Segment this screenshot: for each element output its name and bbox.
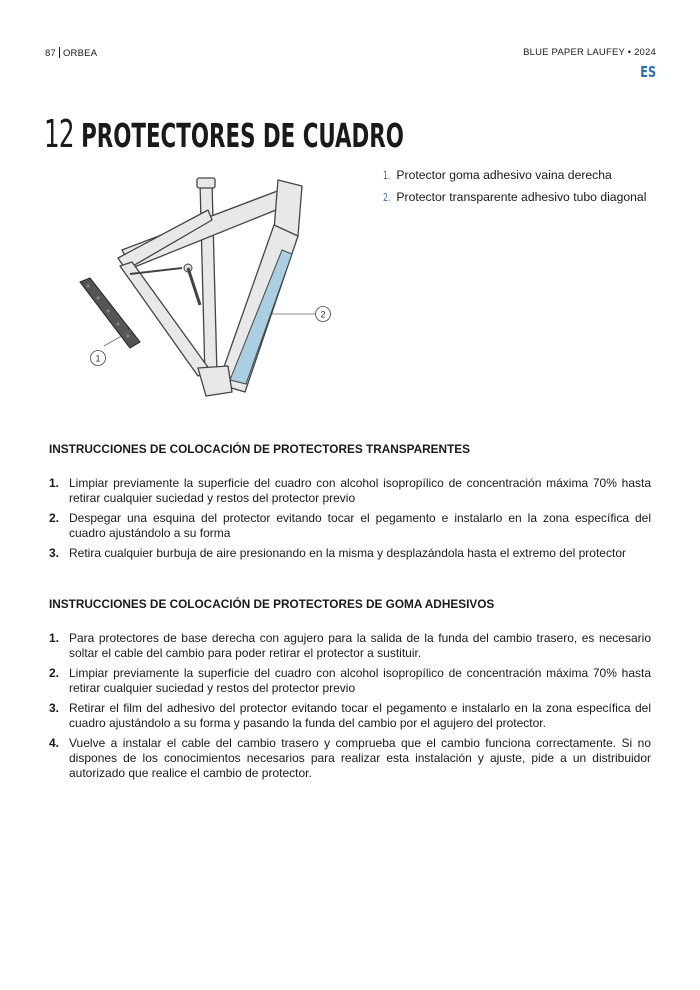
chainstay-protector	[80, 278, 140, 348]
brand-name: ORBEA	[62, 48, 98, 59]
step-number: 2.	[49, 511, 60, 525]
legend-text: Protector transparente adhesivo tubo diagonal	[396, 190, 647, 204]
step-number: 3.	[49, 546, 60, 560]
parts-legend	[383, 168, 673, 212]
step-number: 1.	[49, 476, 60, 490]
step-number: 1.	[49, 631, 60, 645]
legend-item	[383, 190, 673, 204]
section-heading	[44, 112, 404, 154]
step-text: Vuelve a instalar el cable del cambio trasero y comprueba que el cambio funciona correctamente. Si no dispones de los conocimientos necesarios para realizar esta instalación y ajuste, pide a un distribuidor autorizado que realice el cambio de protector.	[69, 736, 651, 780]
section-title: PROTECTORES DE CUADRO	[81, 116, 404, 155]
instruction-step	[49, 736, 651, 781]
instruction-step	[49, 631, 651, 661]
step-text: Despegar una esquina del protector evitando tocar el pegamento e instalarlo en la zona específica del cuadro ajustándolo a su forma	[69, 511, 651, 540]
callout-1	[91, 351, 106, 366]
transparent-protectors-section	[49, 442, 651, 566]
step-text: Limpiar previamente la superficie del cuadro con alcohol isopropílico de concentración máxima 70% hasta retirar cualquier suciedad y restos del protector previo	[69, 666, 651, 695]
step-text: Para protectores de base derecha con agujero para la salida de la funda del cambio trasero, es necesario soltar el cable del cambio para poder retirar el protector a sustituir.	[69, 631, 651, 660]
instruction-step	[49, 701, 651, 731]
step-text: Retirar el film del adhesivo del protector evitando tocar el pegamento e instalarlo en la zona específica del cuadro ajustándolo a su forma y pasando la funda del cambio por el agujero del protector.	[69, 701, 651, 730]
instruction-step	[49, 666, 651, 696]
transparent-steps-list	[49, 476, 651, 561]
callout-2-label: 2	[320, 309, 326, 320]
document-title: BLUE PAPER LAUFEY • 2024	[523, 47, 656, 58]
bike-frame-illustration	[60, 170, 360, 405]
page-header-left	[45, 47, 97, 59]
instruction-step	[49, 476, 651, 506]
rocker-link	[188, 268, 200, 305]
section-number: 12	[44, 112, 74, 156]
seat-collar	[197, 178, 215, 188]
legend-number: 1.	[383, 169, 391, 182]
rubber-steps-list	[49, 631, 651, 781]
step-number: 4.	[49, 736, 60, 750]
step-number: 3.	[49, 701, 60, 715]
callout-1-label: 1	[95, 353, 101, 364]
header-divider	[59, 47, 60, 58]
instruction-step	[49, 546, 651, 561]
page-number: 87	[45, 48, 56, 59]
down-tube	[218, 225, 298, 392]
step-number: 2.	[49, 666, 60, 680]
legend-number: 2.	[383, 191, 391, 204]
legend-text: Protector goma adhesivo vaina derecha	[396, 168, 612, 182]
rubber-section-title: INSTRUCCIONES DE COLOCACIÓN DE PROTECTORES DE GOMA ADHESIVOS	[49, 597, 495, 611]
frame-drawing	[60, 170, 360, 405]
language-code: ES	[640, 63, 656, 81]
callout-2	[316, 307, 331, 322]
chain-stay	[120, 262, 210, 376]
bottom-bracket	[198, 366, 232, 396]
rubber-protectors-section	[49, 597, 651, 786]
instruction-step	[49, 511, 651, 541]
legend-item	[383, 168, 673, 182]
transparent-section-title: INSTRUCCIONES DE COLOCACIÓN DE PROTECTORES TRANSPARENTES	[49, 442, 471, 456]
step-text: Retira cualquier burbuja de aire presionando en la misma y desplazándola hasta el extremo del protector	[69, 546, 626, 560]
step-text: Limpiar previamente la superficie del cuadro con alcohol isopropílico de concentración máxima 70% hasta retirar cualquier suciedad y restos del protector previo	[69, 476, 651, 505]
